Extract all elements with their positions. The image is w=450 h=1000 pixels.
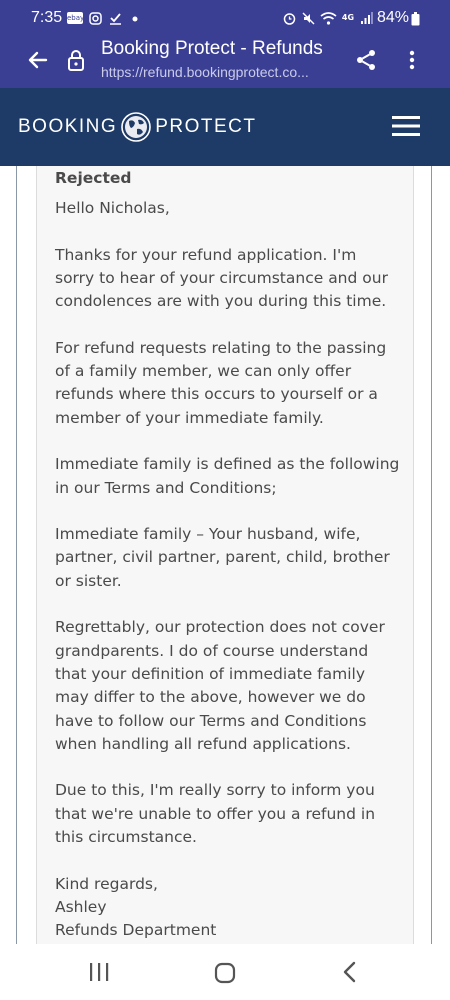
greeting-text: Hello Nicholas, <box>55 199 170 217</box>
instagram-icon <box>88 12 102 24</box>
recent-apps-icon[interactable] <box>88 962 110 982</box>
url-text[interactable]: https://refund.bookingprotect.co... <box>101 64 309 80</box>
message-paragraph: Thanks for your refund application. I'm sorry to hear of your circumstance and our condolences are with you during this time. <box>55 245 388 311</box>
hamburger-menu-icon[interactable] <box>392 116 420 136</box>
dot-icon <box>128 12 142 24</box>
page-title[interactable]: Booking Protect - Refunds <box>101 38 323 59</box>
lock-icon[interactable] <box>66 48 86 72</box>
wifi-icon <box>320 12 337 24</box>
back-navigation-icon[interactable] <box>341 961 359 983</box>
download-done-icon <box>108 12 122 24</box>
ebay-icon: ebay <box>67 14 85 22</box>
globe-icon <box>119 110 153 144</box>
logo-text-protect: PROTECT <box>155 116 257 137</box>
site-logo[interactable] <box>18 110 256 144</box>
alarm-icon <box>282 12 296 24</box>
more-options-icon[interactable] <box>402 48 422 72</box>
signature-department: Refunds Department <box>55 921 217 940</box>
message-paragraph: Immediate family is defined as the following in our Terms and Conditions; <box>55 455 400 497</box>
refund-status-label: Rejected <box>55 169 132 187</box>
battery-percentage: 84% <box>377 9 410 26</box>
site-header <box>0 88 450 166</box>
signature-name: Ashley <box>55 897 107 916</box>
network-4g-icon: 4G <box>341 13 355 22</box>
system-navigation-bar <box>0 944 450 1000</box>
signal-icon <box>359 12 373 24</box>
message-body <box>55 197 400 943</box>
status-time: 7:35 <box>31 9 63 26</box>
signoff-text: Kind regards, <box>55 874 158 893</box>
page-content[interactable] <box>0 166 450 944</box>
share-icon[interactable] <box>354 48 378 72</box>
logo-text-booking: BOOKING <box>18 116 118 137</box>
browser-toolbar <box>0 36 450 88</box>
home-icon[interactable] <box>214 962 236 984</box>
mute-icon <box>301 12 315 24</box>
status-bar <box>0 0 450 36</box>
back-arrow-icon[interactable] <box>26 48 50 72</box>
battery-icon <box>411 12 420 24</box>
message-paragraph: Immediate family – Your husband, wife, partner, civil partner, parent, child, brother or sister. <box>55 525 390 590</box>
message-paragraph: Regrettably, our protection does not cover grandparents. I do of course understand that your definition of immediate family may differ to the above, however we do have to follow our Terms and Conditions when handling all refund applications. <box>55 618 385 753</box>
message-paragraph: Due to this, I'm really sorry to inform you that we're unable to offer you a refund in this circumstance. <box>55 781 376 847</box>
message-paragraph: For refund requests relating to the passing of a family member, we can only offer refunds where this occurs to yourself or a member of your immediate family. <box>55 338 387 427</box>
